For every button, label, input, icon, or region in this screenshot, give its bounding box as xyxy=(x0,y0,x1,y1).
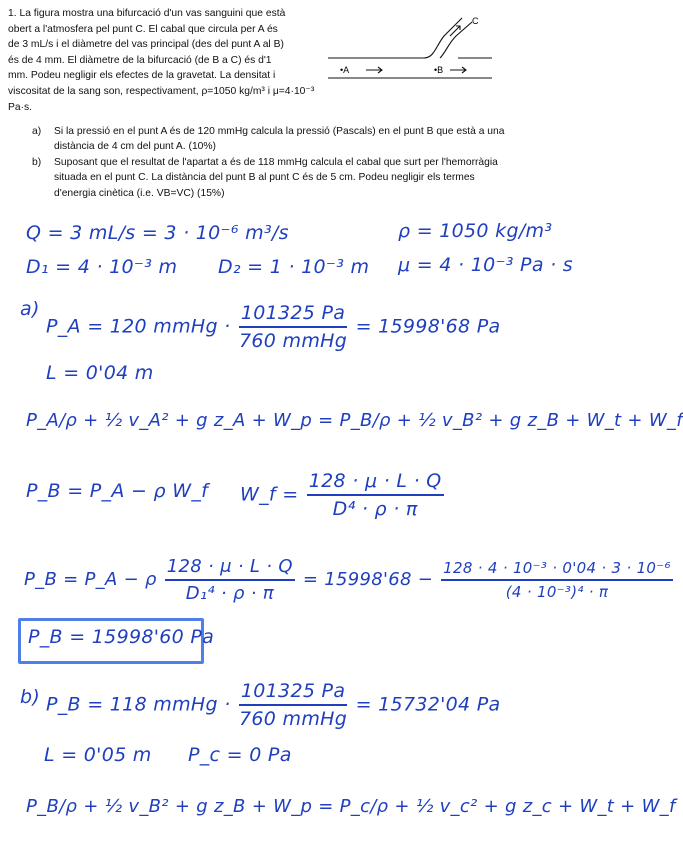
pb-b-result: = 15732'04 Pa xyxy=(355,693,501,716)
part-text: Si la pressió en el punt A és de 120 mmHg calcula la pressió (Pascals) en el punt B que està a una distància de 4 cm del punt A. (10%) xyxy=(54,126,505,153)
given-diameter-1: D₁ = 4 · 10⁻³ m xyxy=(26,256,178,278)
bifurcation-figure xyxy=(326,2,496,82)
given-diameter-2: D₂ = 1 · 10⁻³ m xyxy=(218,256,370,278)
problem-line: viscositat de la sang son, respectivament, ρ=1050 kg/m³ i μ=4·10⁻³ Pa·s. xyxy=(8,85,315,113)
problem-number: 1. xyxy=(8,8,17,19)
problem-statement xyxy=(8,6,320,115)
flow-arrow-a xyxy=(366,67,382,73)
label-a: •A xyxy=(340,65,350,75)
part-text: Suposant que el resultat de l'apartat a és de 118 mmHg calcula el cabal que surt per l'hemorràgia situada en el punt C. La distància del punt B al punt C és de 5 cm. Podeu negligir els termes d'energia cinètica (i.e. VB=VC) (15%) xyxy=(54,156,498,199)
problem-line: és de 4 mm. El diàmetre de la bifurcació (de B a C) és d'1 xyxy=(8,54,272,66)
part-a-label: a) xyxy=(20,298,40,320)
pb-sub-denominator-2: (4 · 10⁻³)⁴ · π xyxy=(505,583,609,601)
pb-b-left: P_B = 118 mmHg · xyxy=(46,693,231,716)
pb-sub-denominator: D₁⁴ · ρ · π xyxy=(185,583,274,604)
pc-value: P_c = 0 Pa xyxy=(188,744,292,766)
pb-sub-numerator: 128 · μ · L · Q xyxy=(165,556,295,581)
given-flow: Q = 3 mL/s = 3 · 10⁻⁶ m³/s xyxy=(26,222,289,244)
pb-sub-fraction-2 xyxy=(441,559,673,601)
flow-arrow-b xyxy=(450,67,466,73)
pb-b-denominator: 760 mmHg xyxy=(239,708,348,730)
pa-result: = 15998'68 Pa xyxy=(355,315,501,338)
part-tag: a) xyxy=(32,126,42,137)
pb-sub-mid: = 15998'68 − xyxy=(302,569,434,590)
pb-sub-left: P_B = P_A − ρ xyxy=(24,569,157,590)
bernoulli-a: P_A/ρ + ½ v_A² + g z_A + W_p = P_B/ρ + ½ v_B² + g z_B + W_t + W_f xyxy=(26,410,683,431)
given-viscosity: μ = 4 · 10⁻³ Pa · s xyxy=(398,254,573,276)
pb-b-numerator: 101325 Pa xyxy=(239,680,347,706)
part-b-label: b) xyxy=(20,686,41,708)
question-part-a xyxy=(32,124,512,155)
question-parts xyxy=(32,124,512,201)
pa-conversion xyxy=(46,302,500,352)
pb-b-conversion xyxy=(46,680,500,730)
pb-equation: P_B = P_A − ρ W_f xyxy=(26,480,209,502)
vessel-top-wall xyxy=(328,18,462,58)
wf-fraction xyxy=(307,470,444,520)
wf-left: W_f = xyxy=(240,483,299,506)
label-c: C xyxy=(472,16,479,26)
vessel-branch-inner xyxy=(440,22,472,58)
wf-denominator: D⁴ · ρ · π xyxy=(332,498,418,520)
pb-b-fraction xyxy=(239,680,347,730)
label-b: •B xyxy=(434,65,444,75)
wf-equation xyxy=(240,470,446,520)
problem-line: La figura mostra una bifurcació d'un vas sanguini que està xyxy=(19,8,286,19)
length-b: L = 0'05 m xyxy=(44,744,152,766)
problem-line: de 3 mL/s i el diàmetre del vas principal (des del punt A al B) xyxy=(8,39,284,51)
pb-sub-fraction xyxy=(165,556,295,604)
bernoulli-b: P_B/ρ + ½ v_B² + g z_B + W_p = P_c/ρ + ½ v_c² + g z_c + W_t + W_f xyxy=(26,796,676,817)
pb-substitution xyxy=(24,556,675,604)
part-tag: b) xyxy=(32,156,42,168)
problem-line: obert a l'atmosfera pel punt C. El cabal que circula per A és xyxy=(8,23,278,35)
pa-fraction xyxy=(239,302,347,352)
problem-line: mm. Podeu negligir els efectes de la gravetat. La densitat i xyxy=(8,70,276,82)
given-density: ρ = 1050 kg/m³ xyxy=(398,220,553,242)
pa-numerator: 101325 Pa xyxy=(239,302,347,328)
pb-sub-numerator-2: 128 · 4 · 10⁻³ · 0'04 · 3 · 10⁻⁶ xyxy=(441,559,673,581)
pa-denominator: 760 mmHg xyxy=(239,330,348,352)
pb-result: P_B = 15998'60 Pa xyxy=(28,626,215,648)
question-part-b xyxy=(32,155,512,201)
length-a: L = 0'04 m xyxy=(46,362,154,384)
pa-left: P_A = 120 mmHg · xyxy=(46,315,231,338)
wf-numerator: 128 · μ · L · Q xyxy=(307,470,444,496)
